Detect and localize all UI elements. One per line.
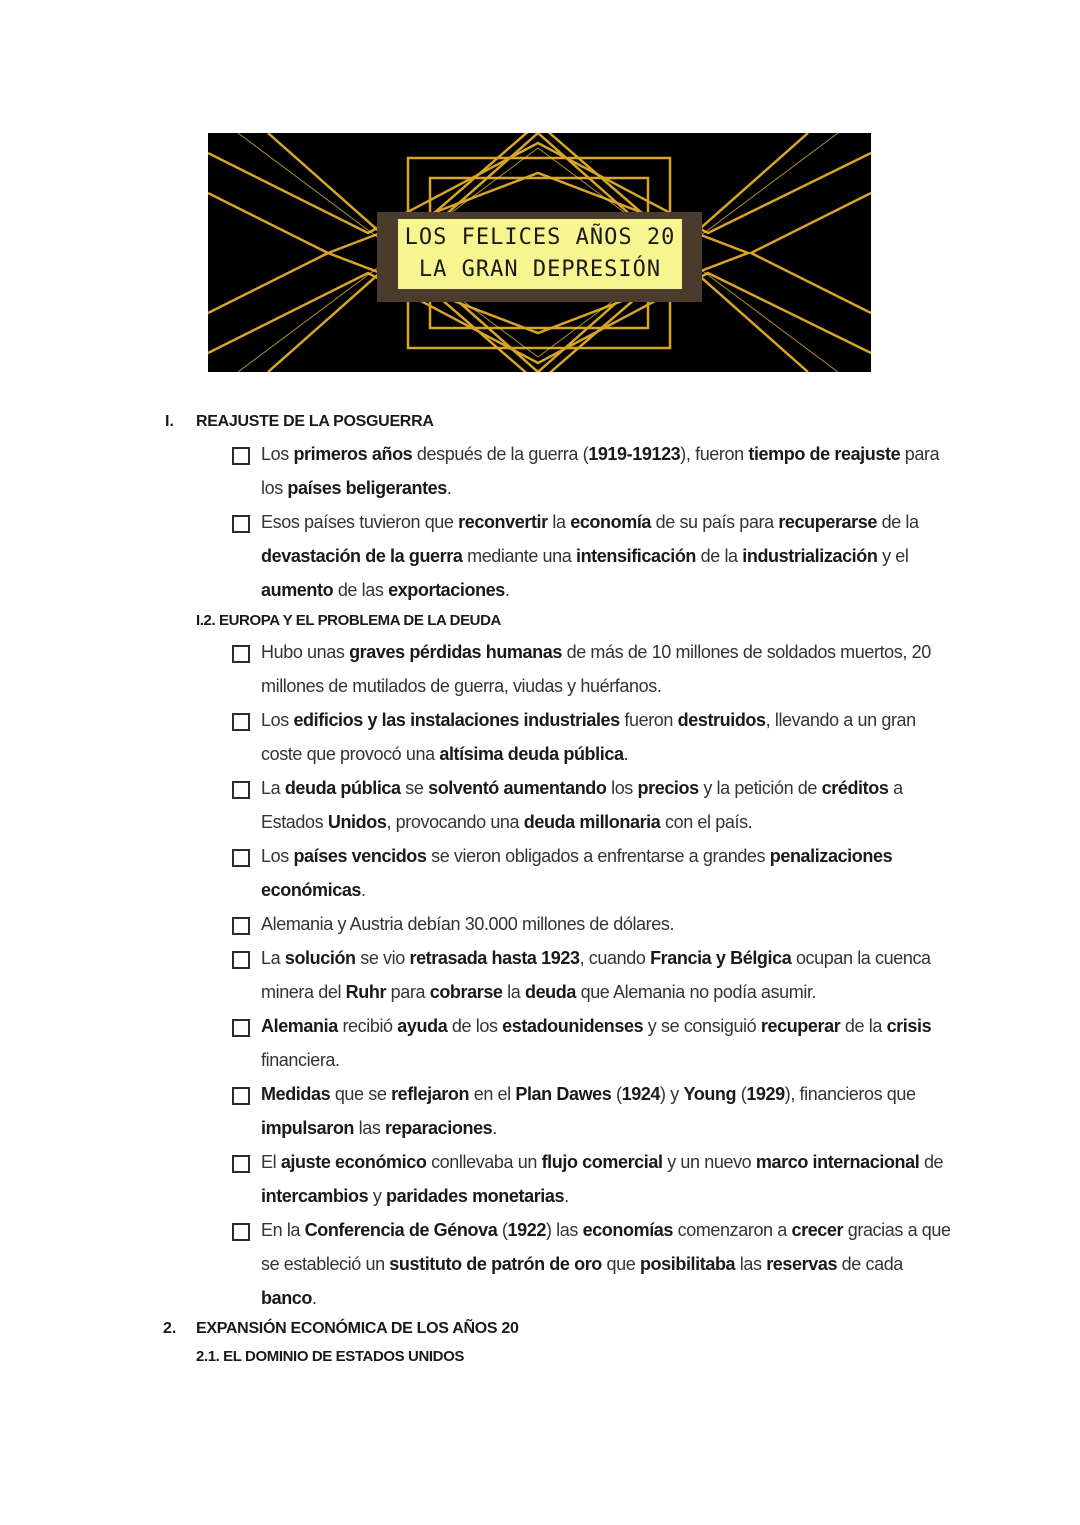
bold-phrase: deuda: [524, 982, 576, 1002]
bold-phrase: Alemania: [261, 1016, 338, 1036]
checkbox[interactable]: [232, 849, 250, 867]
text-run: ocupan la cuenca minera del: [261, 948, 931, 1002]
text-run: (: [497, 1220, 508, 1240]
text-run: para: [386, 982, 430, 1002]
bold-phrase: 1922: [507, 1220, 546, 1240]
checklist-item-text: [261, 839, 952, 907]
text-run: la: [502, 982, 525, 1002]
checkbox[interactable]: [232, 1155, 250, 1173]
text-run: de cada: [837, 1254, 903, 1274]
checklist-item: [232, 514, 952, 607]
text-run: que Alemania no podía asumir.: [575, 982, 817, 1002]
bold-phrase: deuda millonaria: [523, 812, 661, 832]
bold-phrase: solventó aumentando: [428, 778, 607, 798]
text-run: , cuando: [579, 948, 651, 968]
bold-phrase: primeros años: [293, 444, 413, 464]
text-run: gracias a que se estableció un: [261, 1220, 951, 1274]
text-run: de: [919, 1152, 944, 1172]
text-run: y: [368, 1186, 387, 1206]
banner-title: [398, 219, 682, 289]
text-run: fueron: [619, 710, 678, 730]
bold-phrase: estadounidenses: [502, 1016, 644, 1036]
bold-phrase: ajuste económico: [280, 1152, 427, 1172]
checklist-item: [232, 1222, 952, 1315]
bold-phrase: crecer: [791, 1220, 844, 1240]
text-run: comenzaron a: [673, 1220, 792, 1240]
text-run: El: [261, 1152, 281, 1172]
text-run: de las: [333, 580, 389, 600]
bold-phrase: intercambios: [261, 1186, 369, 1206]
bold-phrase: penalizaciones económicas: [261, 846, 893, 900]
bold-phrase: aumento: [261, 580, 334, 600]
checklist-item: [232, 916, 952, 941]
section-1-number: I.: [165, 413, 174, 430]
checkbox[interactable]: [232, 781, 250, 799]
text-run: las: [735, 1254, 767, 1274]
text-run: de su país para: [651, 512, 779, 532]
bold-phrase: industrialización: [742, 546, 878, 566]
text-run: se vieron obligados a enfrentarse a grandes: [426, 846, 770, 866]
banner-title-line-2: LA GRAN DEPRESIÓN: [418, 257, 662, 282]
checkbox[interactable]: [232, 645, 250, 663]
text-run: y un nuevo: [662, 1152, 756, 1172]
text-run: los: [606, 778, 638, 798]
bold-phrase: reparaciones: [385, 1118, 493, 1138]
bold-phrase: Unidos: [327, 812, 387, 832]
bold-phrase: 1924: [621, 1084, 661, 1104]
checkbox[interactable]: [232, 447, 250, 465]
section-2-1-heading: 2.1. EL DOMINIO DE ESTADOS UNIDOS: [196, 1348, 464, 1365]
text-run: la: [547, 512, 571, 532]
checkbox[interactable]: [232, 713, 250, 731]
text-run: La: [261, 948, 285, 968]
text-run: .: [492, 1118, 497, 1138]
text-run: y se consiguió: [643, 1016, 761, 1036]
checklist-item-text: [261, 771, 952, 839]
banner-title-line-1: LOS FELICES AÑOS 20: [404, 225, 676, 250]
text-run: y la petición de: [698, 778, 822, 798]
text-run: ) las: [545, 1220, 583, 1240]
bold-phrase: tiempo de reajuste: [748, 444, 901, 464]
text-run: mediante una: [462, 546, 576, 566]
bold-phrase: banco: [261, 1288, 313, 1308]
text-run: financiera.: [261, 1050, 340, 1070]
text-run: Hubo unas: [261, 642, 350, 662]
text-run: de más de 10 millones de soldados muertos, 20 millones de mutilados de guerra, viudas y huérfanos.: [261, 642, 931, 696]
bold-phrase: países beligerantes: [287, 478, 447, 498]
text-run: de la: [877, 512, 919, 532]
bold-phrase: reconvertir: [458, 512, 548, 532]
text-run: recibió: [337, 1016, 398, 1036]
section-2-number: 2.: [163, 1320, 177, 1337]
bold-phrase: retrasada hasta 1923: [409, 948, 580, 968]
bold-phrase: edificios y las instalaciones industriales: [293, 710, 620, 730]
bold-phrase: solución: [284, 948, 356, 968]
checklist-item: [232, 848, 952, 907]
bold-phrase: economía: [570, 512, 652, 532]
bold-phrase: economías: [582, 1220, 674, 1240]
checkbox[interactable]: [232, 1223, 250, 1241]
bold-phrase: posibilitaba: [639, 1254, 736, 1274]
checklist-item: [232, 780, 952, 839]
checkbox[interactable]: [232, 1019, 250, 1037]
bold-phrase: exportaciones: [388, 580, 505, 600]
bold-phrase: Ruhr: [345, 982, 387, 1002]
text-run: Los: [261, 710, 294, 730]
text-run: .: [361, 880, 366, 900]
bold-phrase: precios: [637, 778, 699, 798]
text-run: En la: [261, 1220, 305, 1240]
text-run: que se: [330, 1084, 392, 1104]
bold-phrase: Conferencia de Génova: [304, 1220, 498, 1240]
text-run: Los: [261, 444, 294, 464]
text-run: (: [611, 1084, 622, 1104]
bold-phrase: impulsaron: [261, 1118, 355, 1138]
text-run: y el: [877, 546, 909, 566]
text-run: ) y: [660, 1084, 684, 1104]
checklist-item: [232, 1018, 952, 1077]
text-run: a Estados: [261, 778, 903, 832]
bold-phrase: sustituto de patrón de oro: [389, 1254, 602, 1274]
text-run: después de la guerra (: [412, 444, 589, 464]
text-run: para los: [261, 444, 940, 498]
bold-phrase: Young: [683, 1084, 737, 1104]
bold-phrase: 1919-19123: [588, 444, 681, 464]
text-run: de los: [447, 1016, 503, 1036]
text-run: se: [400, 778, 429, 798]
section-1-heading: REAJUSTE DE LA POSGUERRA: [196, 413, 434, 430]
bold-phrase: flujo comercial: [541, 1152, 663, 1172]
checklist-item-text: [261, 1145, 952, 1213]
bold-phrase: marco internacional: [755, 1152, 920, 1172]
bold-phrase: Medidas: [261, 1084, 331, 1104]
bold-phrase: ayuda: [397, 1016, 448, 1036]
text-run: Los: [261, 846, 294, 866]
text-run: de la: [840, 1016, 887, 1036]
text-run: , provocando una: [386, 812, 524, 832]
text-run: .: [312, 1288, 317, 1308]
checkbox[interactable]: [232, 515, 250, 533]
checkbox[interactable]: [232, 917, 250, 935]
bold-phrase: deuda pública: [284, 778, 401, 798]
checklist-item: [232, 446, 952, 505]
text-run: las: [354, 1118, 386, 1138]
bold-phrase: 1929: [746, 1084, 785, 1104]
text-run: Alemania y Austria debían 30.000 millones de dólares.: [261, 914, 675, 934]
bold-phrase: recuperarse: [778, 512, 877, 532]
bold-phrase: crisis: [886, 1016, 932, 1036]
text-run: (: [736, 1084, 747, 1104]
text-run: Esos países tuvieron que: [261, 512, 459, 532]
text-run: de la: [696, 546, 743, 566]
checklist-item-text: [261, 635, 952, 703]
text-run: .: [564, 1186, 569, 1206]
text-run: en el: [469, 1084, 516, 1104]
checklist-item: [232, 950, 952, 1009]
bold-phrase: intensificación: [575, 546, 697, 566]
checkbox[interactable]: [232, 951, 250, 969]
bold-phrase: altísima deuda pública: [439, 744, 624, 764]
bold-phrase: recuperar: [760, 1016, 841, 1036]
checklist-item: [232, 712, 952, 771]
bold-phrase: Plan Dawes: [515, 1084, 612, 1104]
text-run: que: [601, 1254, 640, 1274]
text-run: conllevaba un: [426, 1152, 542, 1172]
bold-phrase: paridades monetarias: [386, 1186, 565, 1206]
checklist-item: [232, 1086, 952, 1145]
text-run: con el país.: [660, 812, 753, 832]
checklist-item: [232, 644, 952, 703]
text-run: .: [504, 580, 510, 600]
bold-phrase: graves pérdidas humanas: [349, 642, 562, 662]
text-run: , llevando a un gran coste que provocó una: [261, 710, 916, 764]
checklist-item-text: [261, 907, 952, 941]
bold-phrase: devastación de la guerra: [261, 546, 463, 566]
checkbox[interactable]: [232, 1087, 250, 1105]
checklist-item-text: [261, 1213, 952, 1315]
checklist-item: [232, 1154, 952, 1213]
bold-phrase: cobrarse: [429, 982, 503, 1002]
text-run: .: [446, 478, 452, 498]
section-1-2-heading: I.2. EUROPA Y EL PROBLEMA DE LA DEUDA: [196, 612, 501, 629]
checklist-item-text: [261, 1009, 952, 1077]
bold-phrase: créditos: [821, 778, 889, 798]
text-run: se vio: [355, 948, 410, 968]
bold-phrase: países vencidos: [293, 846, 427, 866]
text-run: ), fueron: [680, 444, 749, 464]
bold-phrase: Francia y Bélgica: [650, 948, 792, 968]
checklist-item-text: [261, 437, 952, 505]
bold-phrase: destruidos: [677, 710, 766, 730]
text-run: .: [623, 744, 629, 764]
checklist-item-text: [261, 941, 952, 1009]
checklist-item-text: [261, 703, 952, 771]
checklist-item-text: [261, 505, 952, 607]
checklist-item-text: [261, 1077, 952, 1145]
section-2-heading: EXPANSIÓN ECONÓMICA DE LOS AÑOS 20: [196, 1320, 519, 1337]
bold-phrase: reflejaron: [391, 1084, 470, 1104]
text-run: ), financieros que: [784, 1084, 916, 1104]
bold-phrase: reservas: [766, 1254, 838, 1274]
text-run: La: [261, 778, 285, 798]
